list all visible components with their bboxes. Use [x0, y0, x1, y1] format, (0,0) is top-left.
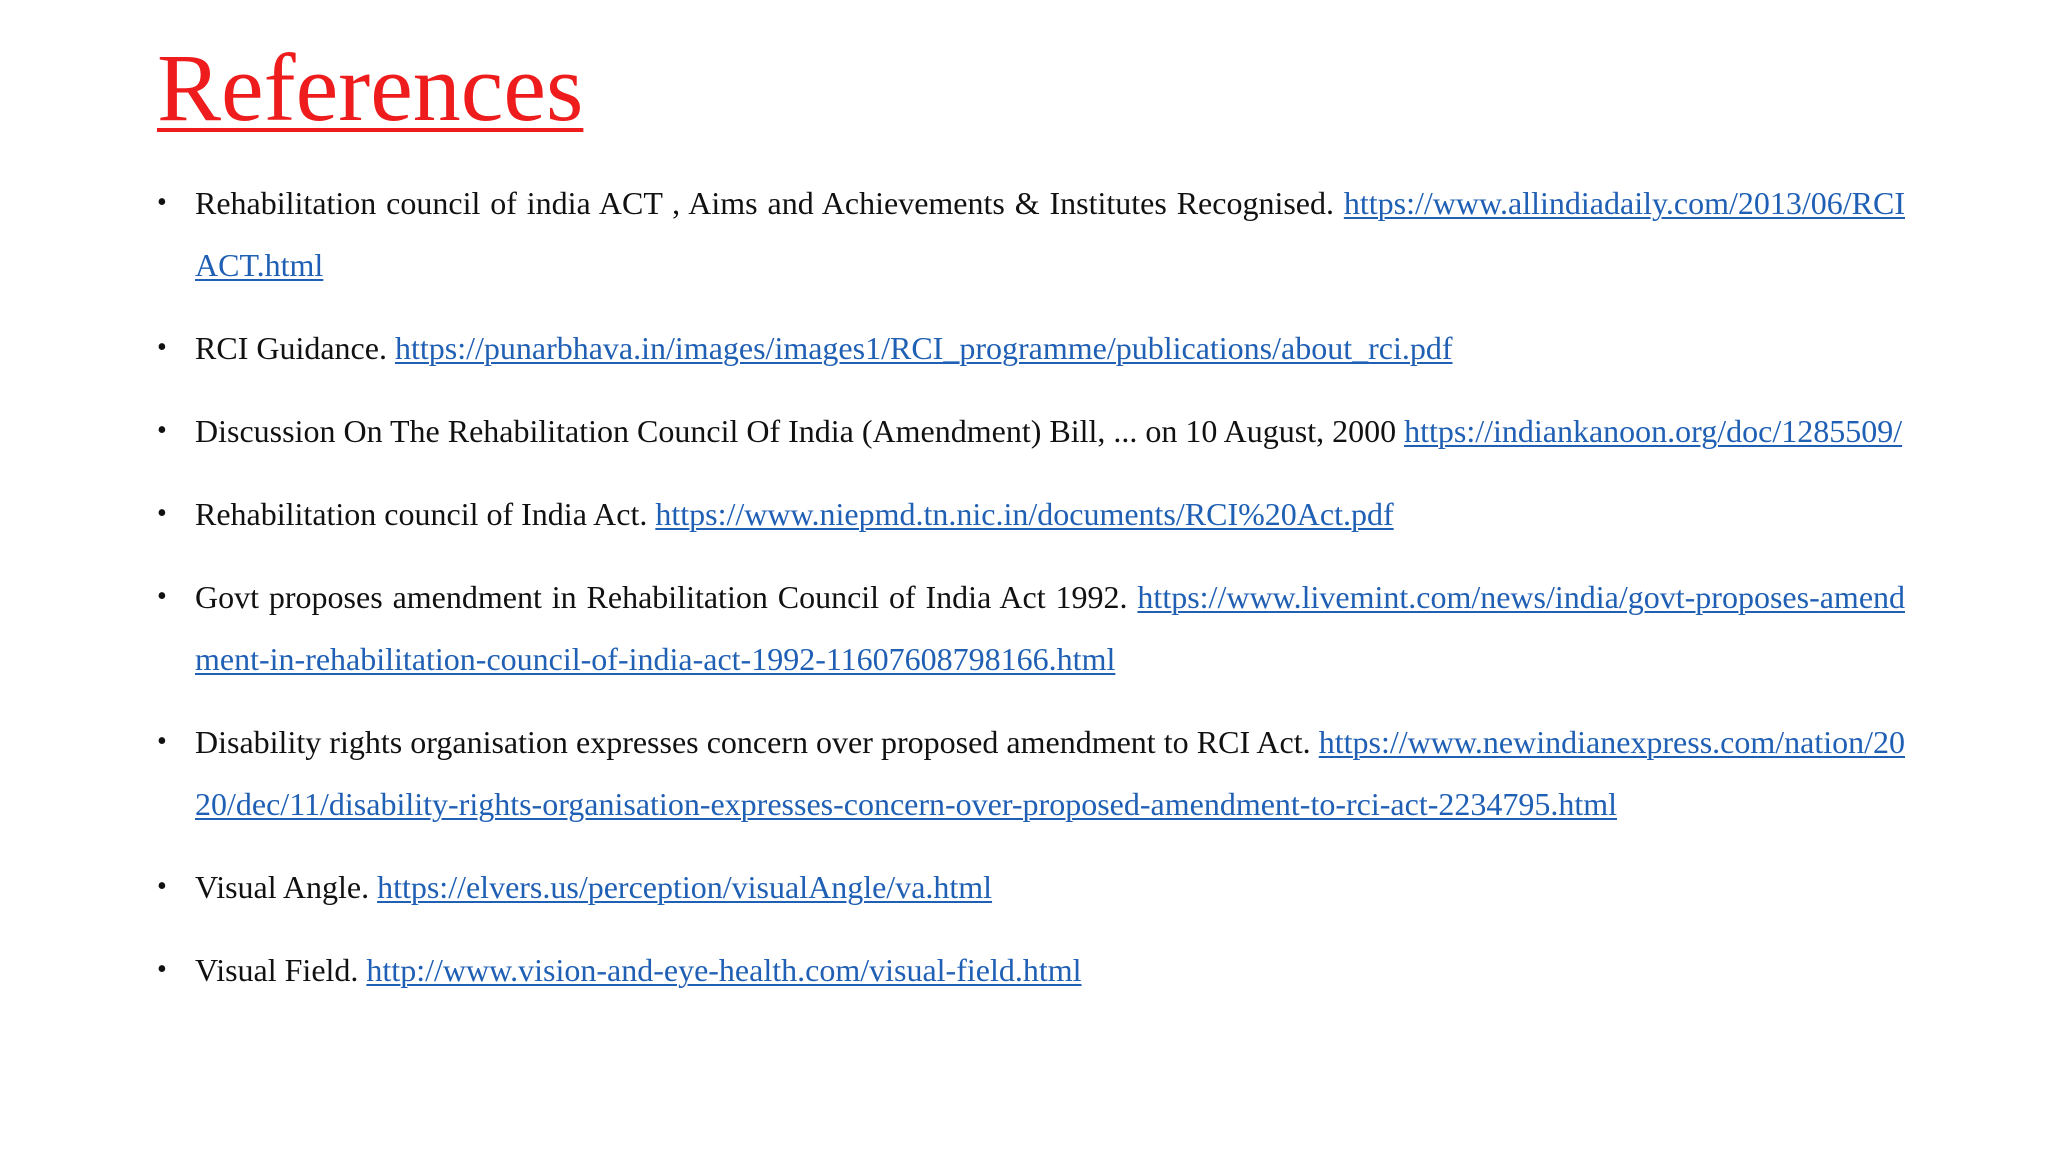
bullet-icon: • [157, 581, 167, 612]
bullet-icon: • [157, 871, 167, 902]
reference-item-5 [157, 566, 1905, 690]
reference-text: Disability rights organisation expresses concern over proposed amendment to RCI Act. [195, 724, 1311, 760]
reference-link[interactable]: http://www.vision-and-eye-health.com/visual-field.html [366, 952, 1082, 988]
reference-link[interactable]: https://www.livemint.com/news/india/govt-proposes-amendment-in-rehabilitation-council-of-india-act-1992-11607608798166.html [195, 579, 1906, 677]
reference-text: Visual Field. [195, 952, 359, 988]
reference-item-8 [157, 939, 1905, 1001]
reference-text: Rehabilitation council of india ACT , Aims and Achievements & Institutes Recognised. [195, 185, 1334, 221]
reference-text: Rehabilitation council of India Act. [195, 496, 648, 532]
reference-item-3 [157, 400, 1905, 462]
reference-text: Discussion On The Rehabilitation Council Of India (Amendment) Bill, ... on 10 August, 2000 [195, 413, 1397, 449]
reference-link[interactable]: https://punarbhava.in/images/images1/RCI_programme/publications/about_rci.pdf [394, 330, 1453, 366]
bullet-icon: • [157, 498, 167, 529]
reference-text: Visual Angle. [195, 869, 370, 905]
reference-link[interactable]: https://www.niepmd.tn.nic.in/documents/RCI%20Act.pdf [655, 496, 1394, 532]
bullet-icon: • [157, 954, 167, 985]
reference-item-6 [157, 711, 1905, 835]
bullet-icon: • [157, 415, 167, 446]
page-title: References [157, 34, 584, 141]
bullet-icon: • [157, 726, 167, 757]
reference-text: Govt proposes amendment in Rehabilitation Council of India Act 1992. [195, 579, 1128, 615]
reference-link[interactable]: https://elvers.us/perception/visualAngle/va.html [377, 869, 993, 905]
reference-list [157, 172, 1905, 1022]
reference-link[interactable]: https://indiankanoon.org/doc/1285509/ [1404, 413, 1903, 449]
reference-item-4 [157, 483, 1905, 545]
reference-text: RCI Guidance. [195, 330, 387, 366]
reference-item-1 [157, 172, 1905, 296]
bullet-icon: • [157, 332, 167, 363]
reference-item-7 [157, 856, 1905, 918]
bullet-icon: • [157, 187, 167, 218]
reference-item-2 [157, 317, 1905, 379]
reference-link[interactable]: https://www.newindianexpress.com/nation/2020/dec/11/disability-rights-organisation-expresses-concern-over-proposed-amendment-to-rci-act-2234795.html [195, 724, 1906, 822]
reference-link[interactable]: https://www.allindiadaily.com/2013/06/RCIACT.html [195, 185, 1905, 283]
